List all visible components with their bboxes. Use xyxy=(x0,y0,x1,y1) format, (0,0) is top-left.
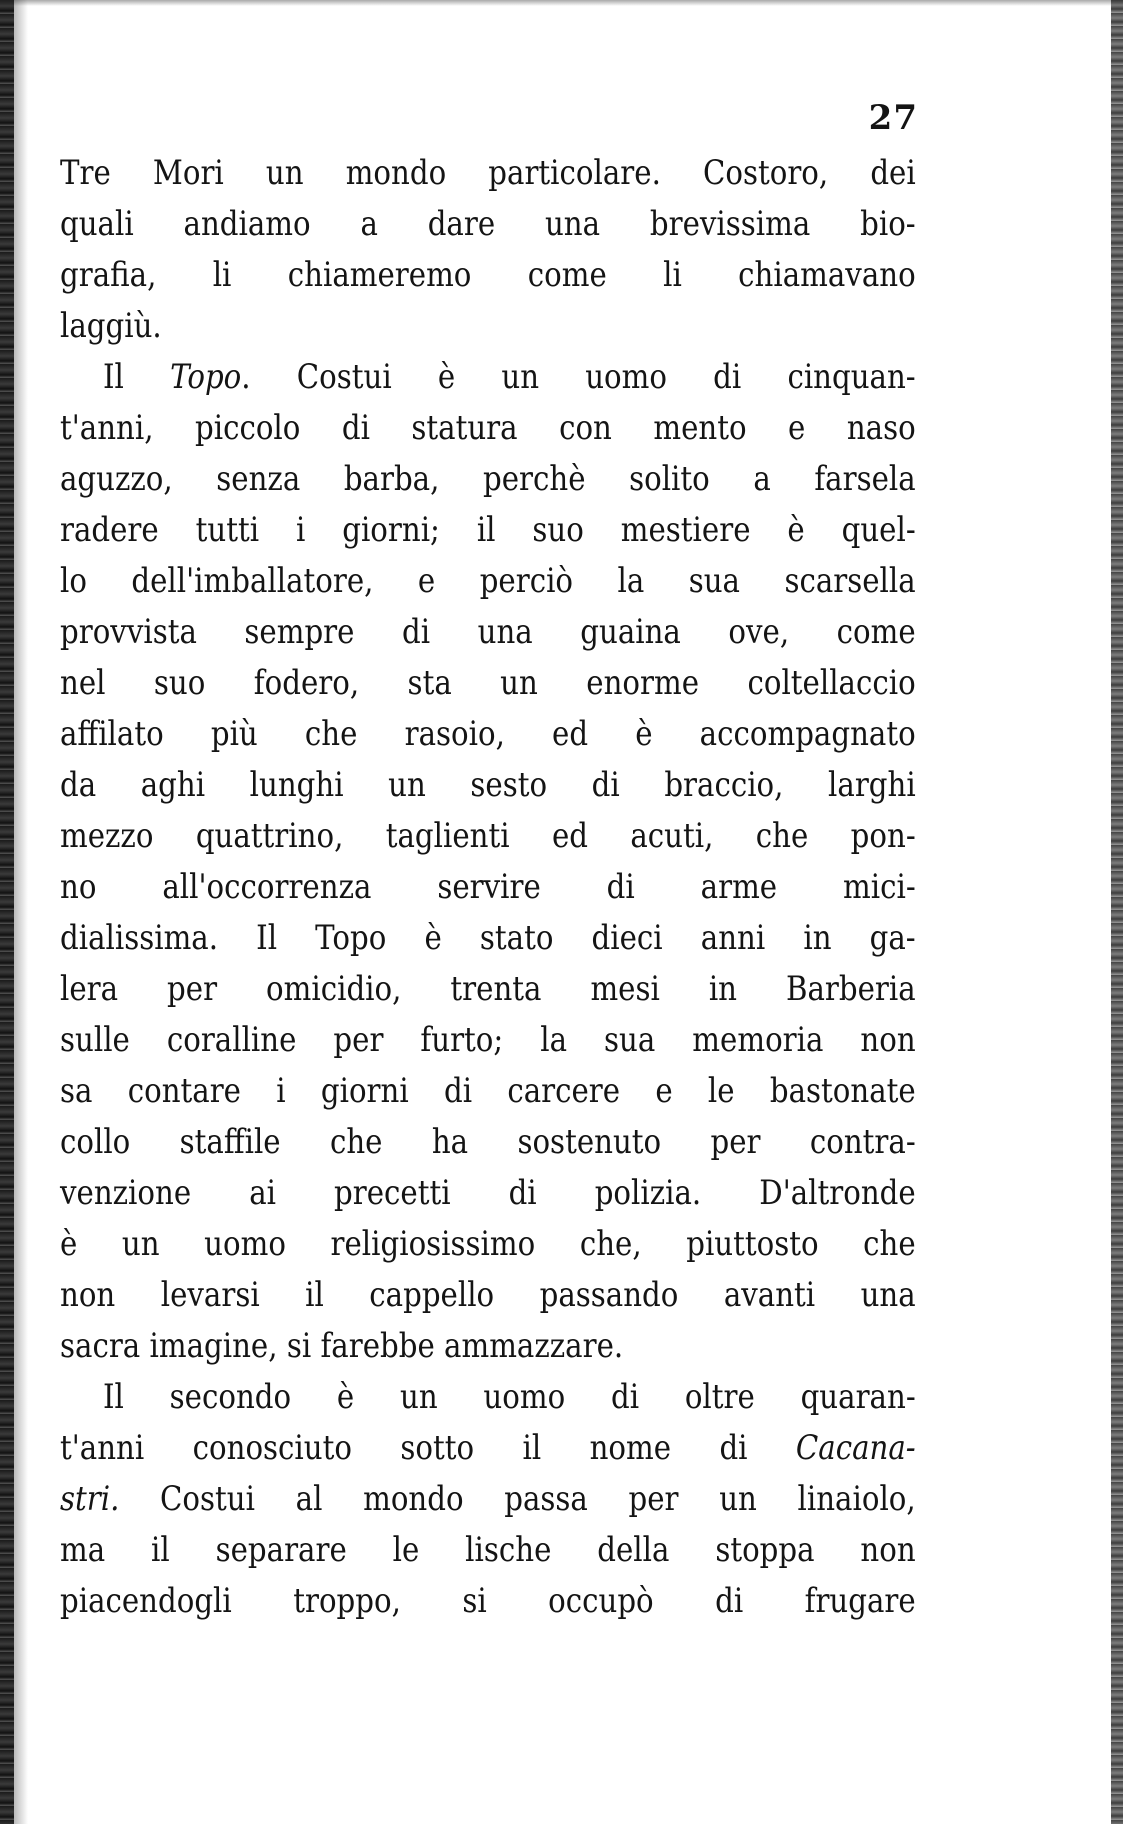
text-line: Il secondo è un uomo di oltre quaran- xyxy=(103,1377,916,1417)
text-line: nel suo fodero, sta un enorme coltellaccio xyxy=(60,663,916,703)
name-cacanastri: Cacana- xyxy=(795,1428,916,1468)
text-line: radere tutti i giorni; il suo mestiere è quel- xyxy=(60,510,916,550)
text-line xyxy=(60,1474,916,1525)
text-line: sa contare i giorni di carcere e le bastonate xyxy=(60,1071,916,1111)
scan-edge-shadow xyxy=(14,0,28,1824)
text-line: aguzzo, senza barba, perchè solito a farsela xyxy=(60,459,916,499)
page-number: 27 xyxy=(868,98,918,138)
text-line xyxy=(60,352,916,403)
text-line: ma il separare le lische della stoppa non xyxy=(60,1530,916,1570)
text-line: da aghi lunghi un sesto di braccio, larghi xyxy=(60,765,916,805)
text-line: laggiù. xyxy=(60,306,162,346)
text-line: grafia, li chiameremo come li chiamavano xyxy=(60,255,916,295)
scan-edge-right xyxy=(1111,0,1123,1824)
text-line: affilato più che rasoio, ed è accompagnato xyxy=(60,714,916,754)
text-line: non levarsi il cappello passando avanti una xyxy=(60,1275,916,1315)
text-line: sacra imagine, si farebbe ammazzare. xyxy=(60,1326,624,1366)
text-line: quali andiamo a dare una brevissima bio- xyxy=(60,204,916,244)
text-line: provvista sempre di una guaina ove, come xyxy=(60,612,916,652)
text-line xyxy=(60,1423,916,1474)
name-topo: Topo xyxy=(170,357,242,397)
text-line: sulle coralline per furto; la sua memoria non xyxy=(60,1020,916,1060)
body-text xyxy=(60,148,916,1627)
scan-edge-left xyxy=(0,0,14,1824)
text-line: collo staffile che ha sostenuto per contra- xyxy=(60,1122,916,1162)
text-line: mezzo quattrino, taglienti ed acuti, che pon- xyxy=(60,816,916,856)
text-fragment: Costui al mondo passa per un linaiolo, xyxy=(160,1479,916,1519)
text-line: lo dell'imballatore, e perciò la sua scarsella xyxy=(60,561,916,601)
text-line: venzione ai precetti di polizia. D'altronde xyxy=(60,1173,916,1213)
text-line: lera per omicidio, trenta mesi in Barberia xyxy=(60,969,916,1009)
scan-edge-top xyxy=(0,0,1123,6)
text-line: no all'occorrenza servire di arme mici- xyxy=(60,867,916,907)
text-fragment: Il xyxy=(103,357,124,397)
text-line: Tre Mori un mondo particolare. Costoro, dei xyxy=(60,153,916,193)
text-line: è un uomo religiosissimo che, piuttosto che xyxy=(60,1224,916,1264)
text-line: t'anni, piccolo di statura con mento e naso xyxy=(60,408,916,448)
name-cacanastri-end: stri. xyxy=(60,1479,120,1519)
text-fragment: . Costui è un uomo di cinquan- xyxy=(241,357,916,397)
text-line: dialissima. Il Topo è stato dieci anni in ga- xyxy=(60,918,916,958)
text-line: piacendogli troppo, si occupò di frugare xyxy=(60,1581,916,1621)
text-fragment: t'anni conosciuto sotto il nome di xyxy=(60,1428,748,1468)
